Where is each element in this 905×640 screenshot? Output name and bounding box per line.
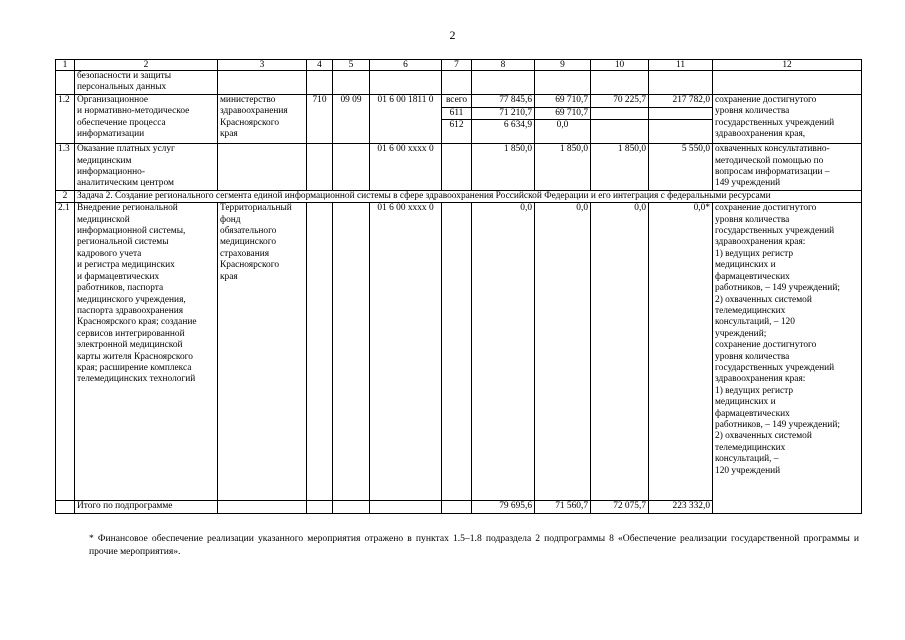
header-cell: 6 — [370, 60, 442, 71]
total-2024: 79 695,6 — [472, 501, 535, 514]
total-2026: 72 075,7 — [591, 501, 649, 514]
table-row-1-2 — [56, 94, 862, 107]
expected-result: сохранение достигнутого уровня количества государственных учреждений здравоохранения края, — [713, 94, 862, 143]
table-row-continuation — [56, 71, 862, 95]
header-cell: 1 — [56, 60, 75, 71]
value-2026: 0,0 — [591, 203, 649, 501]
row-number: 1.3 — [56, 144, 75, 191]
value-2024: 6 634,9 — [472, 120, 535, 144]
value-2025: 0,0 — [535, 120, 591, 144]
csr-code: 01 6 00 хххх 0 — [370, 144, 442, 191]
csr-code: 01 6 00 хххх 0 — [370, 203, 442, 501]
expected-result: охваченных консультативно- методической помощью по вопросам информатизации – 149 учреждений — [713, 144, 862, 191]
header-cell: 12 — [713, 60, 862, 71]
header-row — [56, 60, 862, 71]
header-cell: 9 — [535, 60, 591, 71]
activity-name: безопасности и защиты персональных данных — [75, 71, 218, 95]
value-2026: 1 850,0 — [591, 144, 649, 191]
value-2024: 71 210,7 — [472, 107, 535, 119]
value-total: 0,0* — [649, 203, 713, 501]
vr-code: 612 — [442, 120, 472, 144]
activity-name: Внедрение региональной медицинской информационной системы, региональной системы кадрового учета и регистра медицинских и фармацевтических работников, паспорта медицинского учреждения, паспорта здравоохранения Красноярского края; создание сервисов интегрированной электронной медицинской карты жителя Красноярского края; расширение комплекса телемедицинских технологий — [75, 203, 218, 501]
header-cell: 2 — [75, 60, 218, 71]
value-2025: 69 710,7 — [535, 94, 591, 107]
program-table — [55, 59, 862, 514]
value-2024: 77 845,6 — [472, 94, 535, 107]
expected-result: сохранение достигнутого уровня количества государственных учреждений здравоохранения края: 1) ведущих регистр медицинских и фармацевтических работников, – 149 учреждений; 2) охваченных системой телемедицинских консультаций, – 120 учреждений; сохранение достигнутого уровня количества государственных учреждений здравоохранения края: 1) ведущих регистр медицинских и фармацевтических работников, – 149 учреждений; 2) охваченных системой телемедицинских консультаций, – 120 учреждений — [713, 203, 862, 514]
total-label: Итого по подпрограмме — [75, 501, 218, 514]
value-total: 217 782,0 — [649, 94, 713, 107]
header-cell: 10 — [591, 60, 649, 71]
vr-code: 611 — [442, 107, 472, 119]
table-row-2-1 — [56, 203, 862, 501]
value-2025: 1 850,0 — [535, 144, 591, 191]
csr-code: 01 6 00 1811 0 — [370, 94, 442, 143]
grbs-name: министерство здравоохранения Красноярского края — [218, 94, 307, 143]
header-cell: 11 — [649, 60, 713, 71]
row-number: 1.2 — [56, 94, 75, 143]
header-cell: 7 — [442, 60, 472, 71]
table-row-task-2 — [56, 190, 862, 202]
grbs-code: 710 — [307, 94, 333, 143]
header-cell: 3 — [218, 60, 307, 71]
activity-name: Оказание платных услуг медицинским информационно- аналитическим центром — [75, 144, 218, 191]
row-number: 2 — [56, 190, 75, 202]
value-total: 5 550,0 — [649, 144, 713, 191]
header-cell: 5 — [333, 60, 370, 71]
header-cell: 4 — [307, 60, 333, 71]
value-2025: 0,0 — [535, 203, 591, 501]
grbs-name: Территориальный фонд обязательного медицинского страхования Красноярского края — [218, 203, 307, 501]
value-2026: 70 225,7 — [591, 94, 649, 107]
table-row-1-3 — [56, 144, 862, 191]
header-cell: 8 — [472, 60, 535, 71]
row-number: 2.1 — [56, 203, 75, 501]
page-number: 2 — [449, 28, 456, 42]
section-code: 09 09 — [333, 94, 370, 143]
value-2024: 1 850,0 — [472, 144, 535, 191]
total-2025: 71 560,7 — [535, 501, 591, 514]
footnote: * Финансовое обеспечение реализации указанного мероприятия отражено в пунктах 1.5–1.8 подраздела 2 подпрограммы 8 «Обеспечение реализации государственной программы и прочие мероприятия». — [89, 533, 859, 557]
vr-code: всего — [442, 94, 472, 107]
value-2025: 69 710,7 — [535, 107, 591, 119]
task-title: Задача 2. Создание регионального сегмента единой информационной системы в сфере здравоохранения Российской Федерации и его интеграция с федеральными ресурсами — [75, 190, 862, 202]
activity-name: Организационное и нормативно-методическое обеспечение процесса информатизации — [75, 94, 218, 143]
value-2024: 0,0 — [472, 203, 535, 501]
total-sum: 223 332,0 — [649, 501, 713, 514]
